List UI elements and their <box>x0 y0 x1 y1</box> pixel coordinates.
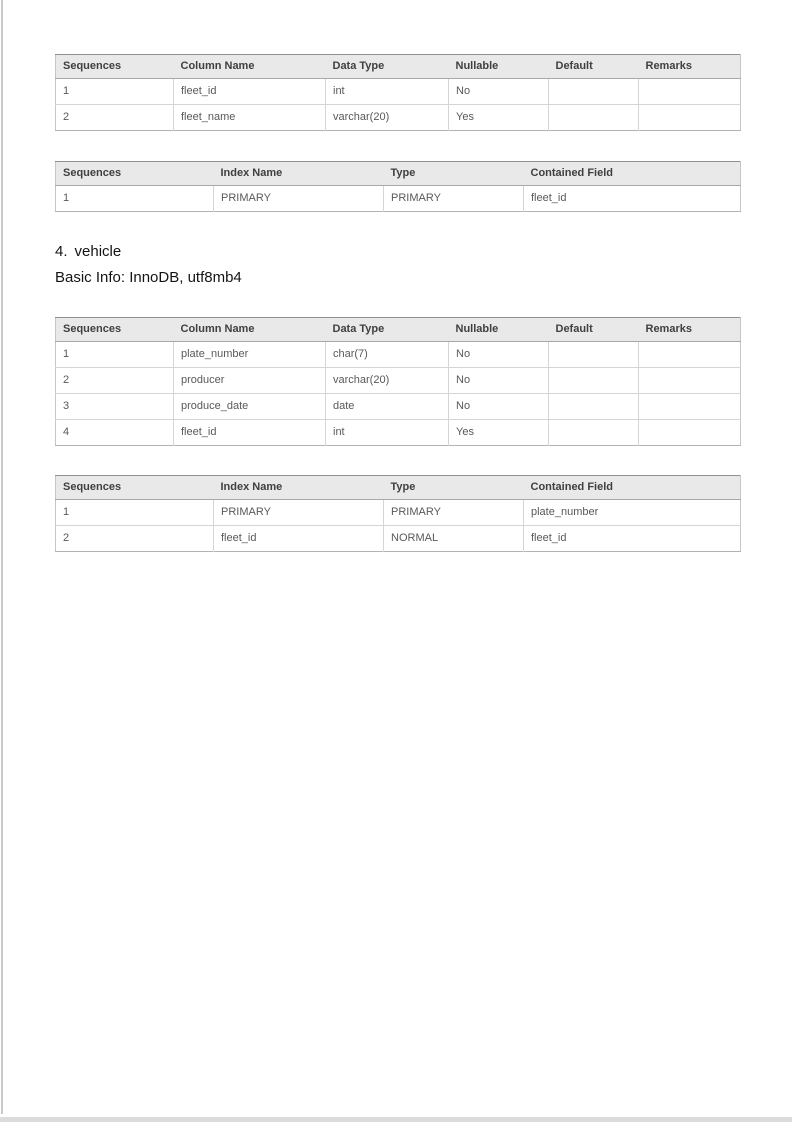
table-cell <box>639 420 741 446</box>
column-header: Type <box>384 162 524 186</box>
table-cell <box>639 342 741 368</box>
table-cell: plate_number <box>524 500 741 526</box>
table-row <box>56 394 741 420</box>
table-cell: 2 <box>56 526 214 552</box>
column-header: Index Name <box>214 476 384 500</box>
table-cell: fleet_id <box>174 79 326 105</box>
table-cell: 1 <box>63 85 70 97</box>
fleet-columns-table <box>55 54 741 131</box>
column-header: Column Name <box>174 318 326 342</box>
table-cell: 2 <box>56 368 174 394</box>
column-header: Contained Field <box>524 476 741 500</box>
table-header-row <box>56 476 741 500</box>
column-header: Remarks <box>639 55 741 79</box>
column-header: Sequences <box>56 162 214 186</box>
vehicle-columns-table <box>55 317 741 446</box>
table-cell: fleet_name <box>174 105 326 131</box>
table-cell: 2 <box>56 105 174 131</box>
table-row <box>56 368 741 394</box>
vehicle-indexes-table <box>55 475 741 552</box>
table-row <box>56 526 741 552</box>
table-cell: No <box>449 394 549 420</box>
column-header: Sequences <box>56 318 174 342</box>
table-cell: fleet_id <box>524 526 741 552</box>
table-cell: 1 <box>63 506 70 518</box>
column-header: Default <box>549 55 639 79</box>
table-cell: 3 <box>56 394 174 420</box>
table-cell: No <box>449 79 549 105</box>
table-cell: 1 <box>63 348 70 360</box>
table-row <box>56 186 741 212</box>
basic-info-line: Basic Info: InnoDB, utf8mb4 <box>55 269 242 286</box>
table-row <box>56 342 741 368</box>
column-header: Data Type <box>326 318 449 342</box>
column-header: Sequences <box>56 55 174 79</box>
table-header <box>56 55 741 79</box>
table-header-row <box>56 55 741 79</box>
table-cell: PRIMARY <box>384 186 524 212</box>
column-header: Data Type <box>326 55 449 79</box>
table-cell <box>549 79 639 105</box>
section-number: 4. <box>55 243 68 260</box>
table-cell: plate_number <box>174 342 326 368</box>
table-cell: Yes <box>449 420 549 446</box>
table-cell <box>639 394 741 420</box>
column-header: Type <box>384 476 524 500</box>
table-cell: Yes <box>449 105 549 131</box>
table-cell: No <box>449 342 549 368</box>
table-body <box>56 79 741 131</box>
table-cell: int <box>326 420 449 446</box>
table-cell: NORMAL <box>384 526 524 552</box>
table-cell: 1 <box>63 192 70 204</box>
table-cell <box>549 368 639 394</box>
table-cell: int <box>326 79 449 105</box>
column-header: Nullable <box>449 318 549 342</box>
table-cell: PRIMARY <box>214 186 384 212</box>
table-cell: produce_date <box>174 394 326 420</box>
table-cell: fleet_id <box>524 186 741 212</box>
page-bottom-gap <box>0 1117 792 1122</box>
table-cell: No <box>449 368 549 394</box>
table-header-row <box>56 318 741 342</box>
table-body <box>56 186 741 212</box>
table-cell: PRIMARY <box>384 500 524 526</box>
page-left-edge-line <box>1 0 3 1114</box>
section-heading <box>55 242 121 262</box>
section-title: vehicle <box>74 243 122 260</box>
table-cell: char(7) <box>326 342 449 368</box>
table-cell: date <box>326 394 449 420</box>
table-cell: fleet_id <box>214 526 384 552</box>
table-cell <box>549 105 639 131</box>
table-body <box>56 500 741 552</box>
table-cell <box>639 368 741 394</box>
column-header: Index Name <box>214 162 384 186</box>
table-row <box>56 105 741 131</box>
table-cell <box>639 105 741 131</box>
table-cell <box>549 420 639 446</box>
fleet-indexes-table <box>55 161 741 212</box>
table-cell: PRIMARY <box>214 500 384 526</box>
table-cell: fleet_id <box>174 420 326 446</box>
column-header: Contained Field <box>524 162 741 186</box>
table-row <box>56 420 741 446</box>
table-cell: varchar(20) <box>326 368 449 394</box>
table-header <box>56 318 741 342</box>
table-cell <box>549 394 639 420</box>
column-header: Nullable <box>449 55 549 79</box>
column-header: Column Name <box>174 55 326 79</box>
table-header-row <box>56 162 741 186</box>
table-row <box>56 500 741 526</box>
column-header: Remarks <box>639 318 741 342</box>
table-header <box>56 162 741 186</box>
table-cell: varchar(20) <box>326 105 449 131</box>
table-cell <box>549 342 639 368</box>
table-row <box>56 79 741 105</box>
table-header <box>56 476 741 500</box>
table-cell: 4 <box>56 420 174 446</box>
table-body <box>56 342 741 446</box>
column-header: Sequences <box>56 476 214 500</box>
table-cell: producer <box>174 368 326 394</box>
table-cell <box>639 79 741 105</box>
column-header: Default <box>549 318 639 342</box>
